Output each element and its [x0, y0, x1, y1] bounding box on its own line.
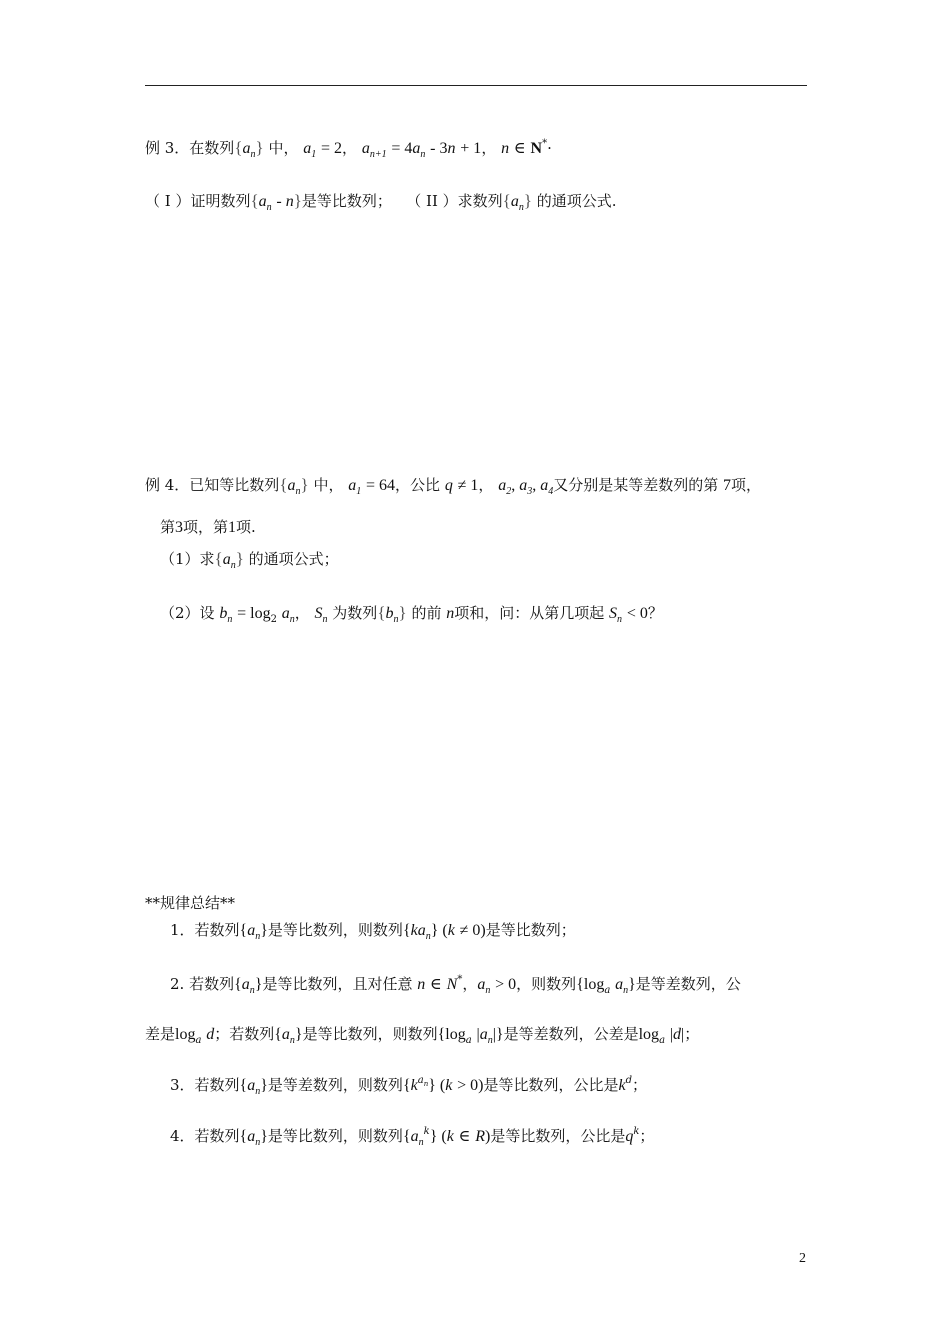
ex3-questions: （ I ）证明数列$\{a_n - n\}$是等比数列； （ II ）求数列$\{a_n\}$ 的通项公式.: [145, 191, 617, 213]
ex4-question-1: （1）求$\{a_n\}$ 的通项公式；: [160, 549, 339, 571]
summary-rule-3: 3．若数列$\{a_n\}$是等差数列，则数列$\{k^{a_n}\} (k > 0)$是等比数列，公比是$k^d$；: [170, 1075, 648, 1097]
summary-title: **规律总结**: [145, 894, 236, 912]
ex4-statement: 例 4．已知等比数列$\{a_n\}$ 中， $a_1 = 64$，公比 q ≠ 1， $a_2$, $a_3$, $a_4$又分别是某等差数列的第 7项，: [145, 475, 761, 497]
ex4-question-2: （2）设 $b_n = \log_2 a_n$， $S_n$ 为数列$\{b_n\}$ 的前 n项和，问：从第几项起 $S_n < 0$？: [160, 603, 663, 625]
header-rule: [145, 85, 807, 86]
ex4-statement-cont: 第3项，第1项.: [160, 518, 256, 536]
ex3-statement: 例 3．在数列$\{a_n\}$ 中， $a_1 = 2$， $a_{n+1} = 4a_n - 3n + 1$， n ∈ N*·: [145, 138, 552, 160]
summary-rule-1: 1．若数列$\{a_n\}$是等比数列，则数列$\{ka_n\} (k \ne 0)$是等比数列；: [170, 921, 576, 942]
summary-rule-4: 4．若数列$\{a_n\}$是等比数列，则数列$\{a_n^k\}$ (k ∈ R)是等比数列，公比是$q^k$；: [170, 1126, 655, 1148]
page-number: 2: [799, 1251, 806, 1266]
summary-rule-2: 2. 若数列$\{a_n\}$是等比数列，且对任意 n ∈ N*，$a_n > 0$，则数列{$\log_a$ $a_n$}是等差数列，公: [170, 974, 741, 996]
summary-rule-2-cont: 差是$\log_a d$；若数列$\{a_n\}$是等比数列，则数列{$\log_a$ $|a_n|$}是等差数列，公差是$\log_a |d|$；: [145, 1025, 700, 1046]
